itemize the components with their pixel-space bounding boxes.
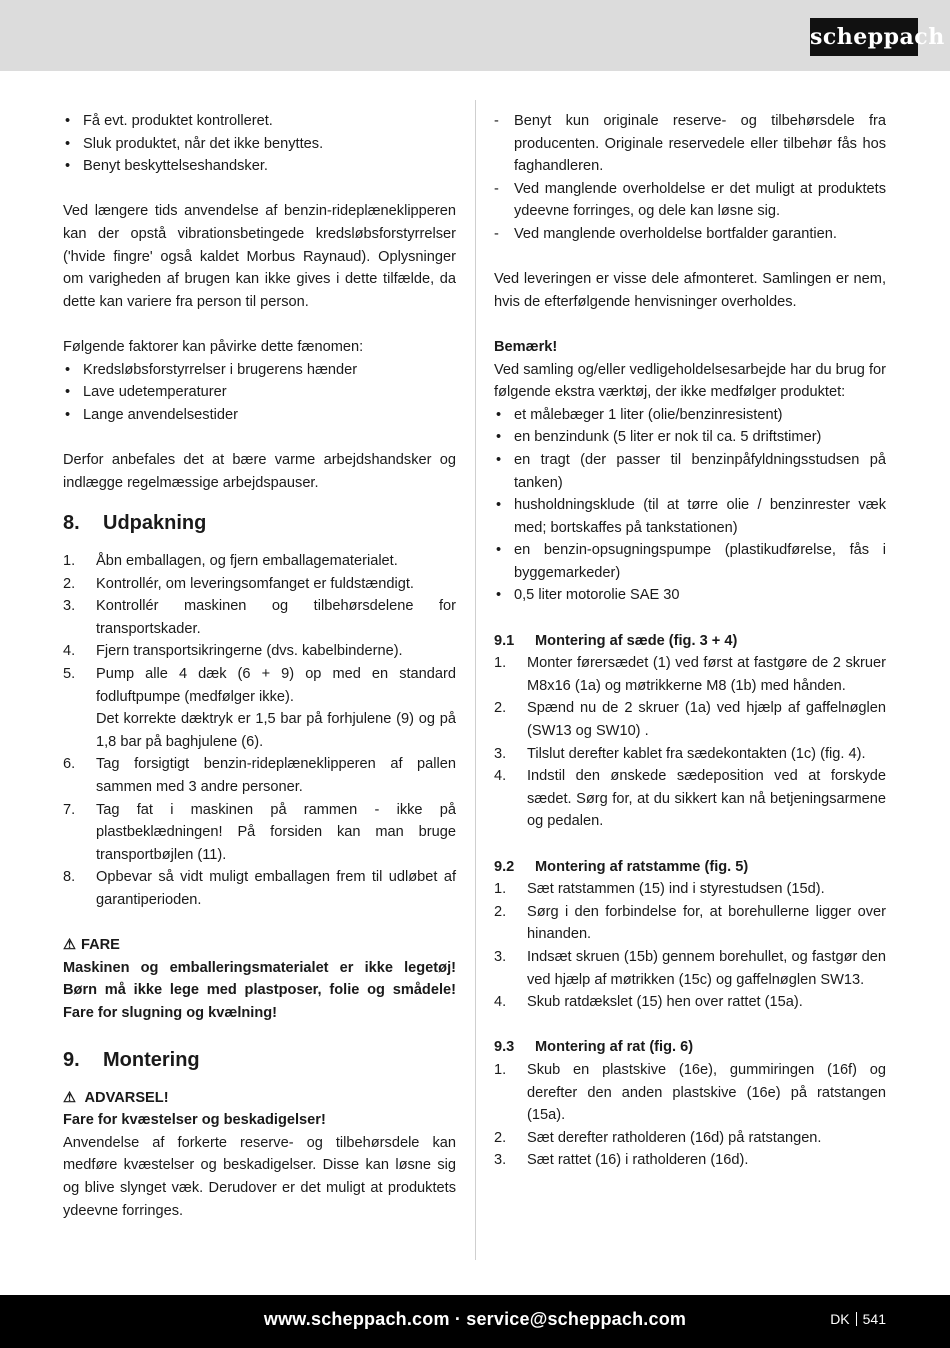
list-item: 3. Kontrollér maskinen og tilbehørsdelene for transportskader.	[63, 598, 456, 637]
list-item: 1. Sæt ratstammen (15) ind i styrestudsen (15d).	[494, 881, 825, 898]
bullet-list	[63, 359, 456, 427]
list-item: 2. Sæt derefter ratholderen (16d) på ratstangen.	[494, 1129, 822, 1146]
list-item: 1. Åbn emballagen, og fjern emballagematerialet.	[63, 553, 398, 570]
numbered-list	[63, 550, 456, 912]
list-item: • en benzindunk (5 liter er nok til ca. 5 driftstimer)	[494, 426, 886, 449]
warning-heading: ⚠ ADVARSEL!	[63, 1087, 456, 1110]
list-item: • et målebæger 1 liter (olie/benzinresistent)	[494, 404, 886, 427]
subsection-heading: 9.1 Montering af sæde (fig. 3 + 4)	[494, 632, 738, 649]
list-item: • Kredsløbsforstyrrelser i brugerens hænder	[63, 359, 456, 382]
warning-triangle-icon: ⚠	[63, 1089, 77, 1106]
list-item: 2. Kontrollér, om leveringsomfanget er fuldstændigt.	[63, 575, 414, 592]
numbered-list	[494, 878, 886, 1014]
list-item: • en benzin-opsugningspumpe (plastikudførelse, fås i byggemarkeder)	[494, 539, 886, 584]
list-item: - Ved manglende overholdelse er det muligt at produktets ydeevne forringes, og dele kan løsne sig.	[494, 178, 886, 223]
scheppach-logo: scheppach	[810, 18, 918, 56]
paragraph: Ved længere tids anvendelse af benzin-rideplæneklipperen kan der opstå vibrationsbetingede kredsløbsforstyrrelser ('hvide fingre' også kaldet Morbus Raynaud). Oplysninger om varigheden af brugen kan ikke gives i dette tilfælde, da dette kan variere fra person til person.	[63, 203, 456, 310]
list-item: • Få evt. produktet kontrolleret.	[63, 110, 456, 133]
list-item: 6. Tag forsigtigt benzin-rideplæneklipperen af pallen sammen med 3 andre personer.	[63, 756, 456, 796]
right-column	[494, 110, 886, 1172]
list-item: 1. Monter førersædet (1) ved først at fastgøre de 2 skruer M8x16 (1a) og møtrikkerne M8 (1b) med hånden.	[494, 655, 886, 694]
list-item: - Benyt kun originale reserve- og tilbehørsdele fra producenten. Originale reservedele eller tilbehør fås hos faghandleren.	[494, 110, 886, 178]
list-item: 2. Sørg i den forbindelse for, at borehullerne ligger over hinanden.	[494, 903, 886, 943]
paragraph: Anvendelse af forkerte reserve- og tilbehørsdele kan medføre kvæstelser og beskadigelser. Disse kan løsne sig og blive slynget væk. Derudover er det muligt at produktets ydeevne forringes.	[63, 1134, 456, 1219]
list-item: • Lave udetemperaturer	[63, 381, 456, 404]
list-item: • husholdningsklude (til at tørre olie / benzinrester væk med; bortskaffes på tankstationen)	[494, 494, 886, 539]
column-divider	[475, 100, 476, 1260]
left-column	[63, 110, 456, 1222]
list-item: • Lange anvendelsestider	[63, 404, 456, 427]
page-header	[0, 0, 950, 71]
list-item: • en tragt (der passer til benzinpåfyldningsstudsen på tanken)	[494, 449, 886, 494]
paragraph: Ved samling og/eller vedligeholdelsesarbejde har du brug for følgende ekstra værktøj, der ikke medfølger produktet:	[494, 361, 886, 401]
paragraph: Ved leveringen er visse dele afmonteret. Samlingen er nem, hvis de efterfølgende henvisninger overholdes.	[494, 271, 886, 310]
list-item: 4. Fjern transportsikringerne (dvs. kabelbinderne).	[63, 643, 403, 660]
danger-heading: ⚠ FARE	[63, 934, 456, 957]
numbered-list	[494, 652, 886, 833]
note-title: Bemærk!	[494, 338, 558, 355]
list-item: • 0,5 liter motorolie SAE 30	[494, 584, 886, 607]
list-item: 2. Spænd nu de 2 skruer (1a) ved hjælp af gaffelnøglen (SW13 og SW10) .	[494, 700, 886, 740]
list-item: - Ved manglende overholdelse bortfalder garantien.	[494, 223, 886, 246]
list-item: 5. Pump alle 4 dæk (6 + 9) op med en standard fodluftpumpe (medfølger ikke). Det korrekte dæktryk er 1,5 bar på forhjulene (9) og på 1,8 bar på baghjulene (6).	[63, 666, 456, 750]
paragraph: Derfor anbefales det at bære varme arbejdshandsker og indlægge regelmæssige arbejdspauser.	[63, 451, 456, 491]
warning-triangle-icon: ⚠	[63, 937, 77, 954]
warning-subtitle: Fare for kvæstelser og beskadigelser!	[63, 1112, 326, 1129]
paragraph: Følgende faktorer kan påvirke dette fænomen:	[63, 338, 364, 355]
list-item: • Sluk produktet, når det ikke benyttes.	[63, 133, 456, 156]
list-item: 4. Skub ratdækslet (15) hen over rattet (15a).	[494, 994, 803, 1011]
list-item: 4. Indstil den ønskede sædeposition ved at forskyde sædet. Sørg for, at du sikkert kan nå betjeningsarmene og pedalen.	[494, 768, 886, 830]
bullet-list	[494, 404, 886, 607]
list-item: 8. Opbevar så vidt muligt emballagen frem til udløbet af garantiperioden.	[63, 869, 456, 908]
list-item: • Benyt beskyttelseshandsker.	[63, 155, 456, 178]
dash-list	[494, 110, 886, 246]
subsection-heading: 9.2 Montering af ratstamme (fig. 5)	[494, 858, 749, 875]
list-item: 7. Tag fat i maskinen på rammen - ikke på plastbeklædningen! På forsiden kan man bruge transportbøjlen (11).	[63, 801, 456, 863]
list-item: 3. Indsæt skruen (15b) gennem borehullet, og fastgør den ved hjælp af møtrikken (15c) og gaffelnøglen SW13.	[494, 948, 886, 988]
section-heading: 8. Udpakning	[63, 512, 207, 535]
numbered-list	[494, 1059, 886, 1172]
page-footer	[0, 1295, 950, 1348]
page-number: DK 541	[830, 1311, 886, 1327]
list-item: 1. Skub en plastskive (16e), gummiringen (16f) og derefter den anden plastskive (16e) på ratstangen (15a).	[494, 1061, 886, 1124]
danger-text: Maskinen og emballeringsmaterialet er ikke legetøj! Børn må ikke lege med plastposer, folie og smådele! Fare for slugning og kvælning!	[63, 959, 456, 1021]
subsection-heading: 9.3 Montering af rat (fig. 6)	[494, 1039, 694, 1056]
section-heading: 9. Montering	[63, 1048, 200, 1071]
bullet-list	[63, 110, 456, 178]
list-item: 3. Sæt rattet (16) i ratholderen (16d).	[494, 1152, 749, 1169]
list-item: 3. Tilslut derefter kablet fra sædekontakten (1c) (fig. 4).	[494, 745, 866, 762]
footer-contact: www.scheppach.com · service@scheppach.com	[263, 1309, 687, 1329]
